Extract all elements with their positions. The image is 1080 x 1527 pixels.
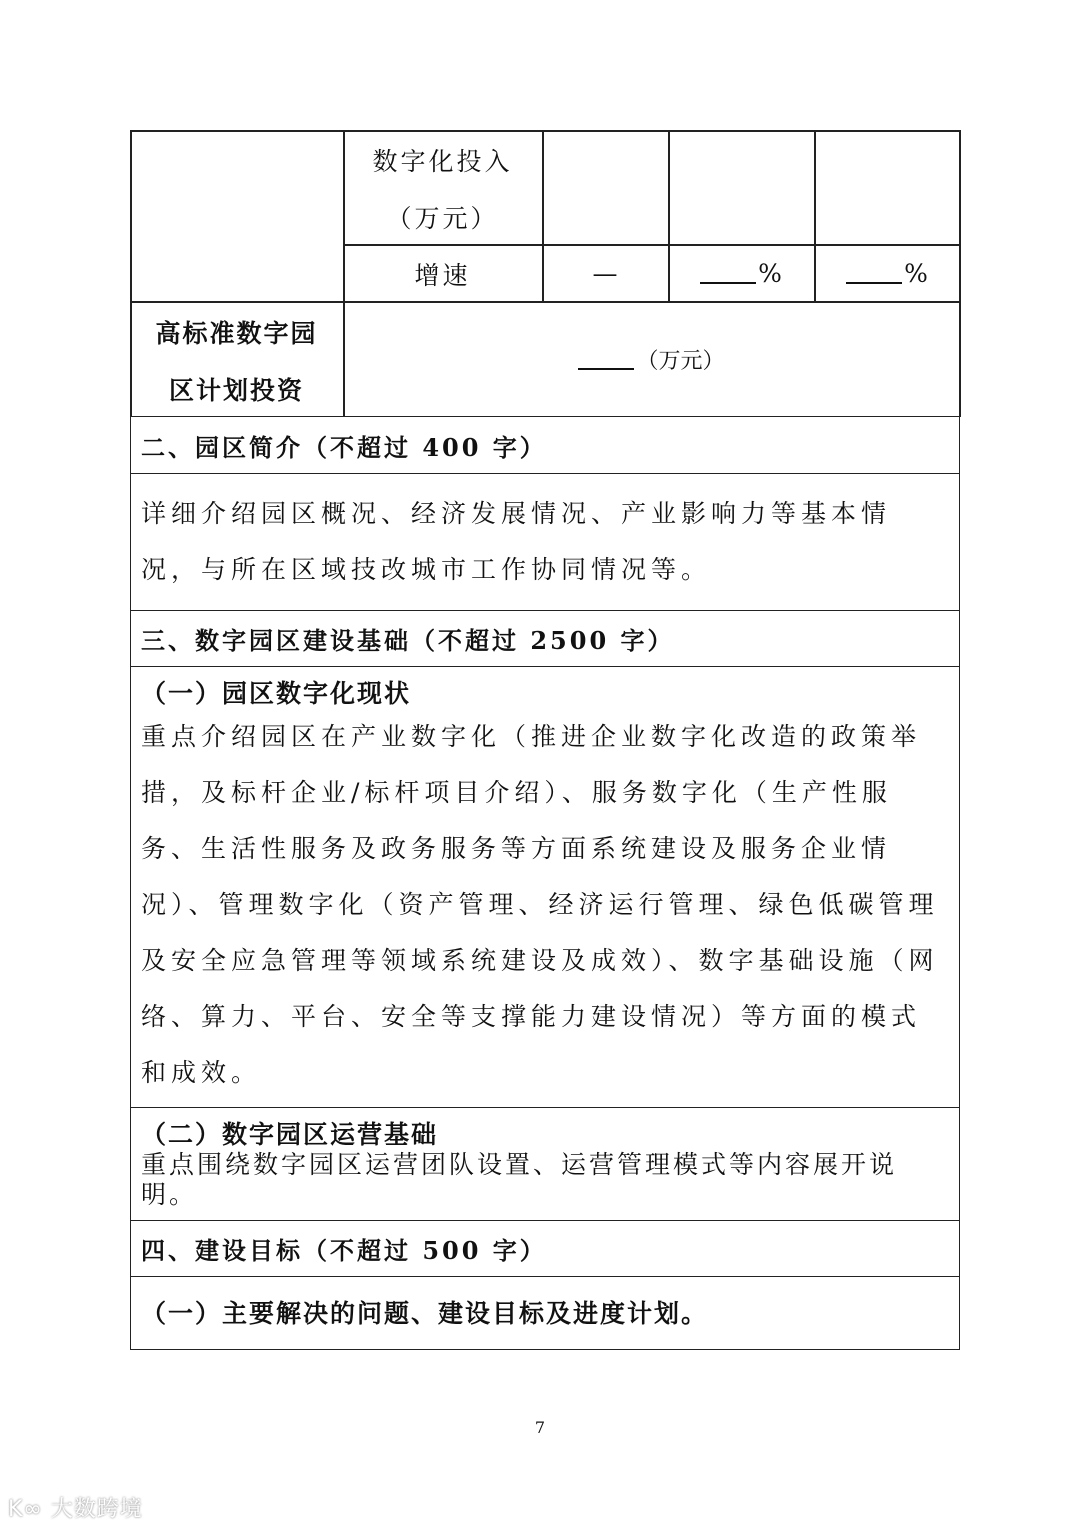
- growth-value-2[interactable]: [668, 245, 814, 302]
- investment-unit: （万元）: [386, 204, 499, 233]
- section-4-sub1-title: （一）主要解决的问题、建设目标及进度计划。: [141, 1299, 709, 1328]
- watermark-logo: [8, 1492, 143, 1523]
- section-3-sub2-body: 重点围绕数字园区运营团队设置、运营管理模式等内容展开说明。: [141, 1150, 898, 1209]
- plan-label-line2: 区计划投资: [168, 376, 304, 405]
- table-lower-sections: [130, 416, 960, 1350]
- section-2-body: 详细介绍园区概况、经济发展情况、产业影响力等基本情况，与所在区域技改城市工作协同情况等。: [141, 499, 892, 584]
- growth-label: 增速: [414, 260, 471, 290]
- watermark-icon: K∞: [8, 1497, 51, 1522]
- watermark-text: 大数跨境: [50, 1497, 143, 1522]
- table-border: [130, 130, 960, 132]
- section-3-title: 三、数字园区建设基础（不超过 2500 字）: [131, 610, 959, 666]
- percent-sign: %: [758, 259, 782, 288]
- section-3-sub2-row: [131, 1107, 959, 1220]
- section-4-title: 四、建设目标（不超过 500 字）: [131, 1220, 959, 1276]
- blank-field: [700, 264, 756, 284]
- section-3-sub1-row: [131, 666, 959, 1107]
- blank-field: [578, 350, 634, 370]
- growth-value-3[interactable]: [814, 245, 960, 302]
- blank-field: [846, 264, 902, 284]
- section-3-sub1-title: （一）园区数字化现状: [141, 679, 412, 708]
- percent-sign: %: [904, 259, 928, 288]
- section-3-sub1-body: 重点介绍园区在产业数字化（推进企业数字化改造的政策举措，及标杆企业/标杆项目介绍）、服务数字化（生产性服务、生活性服务及政务服务等方面系统建设及服务企业情况）、管理数字化（资产管理、经济运行管理、绿色低碳管理及安全应急管理等领域系统建设及成效）、数字基础设施（网络、算力、平台、安全等支撑能力建设情况）等方面的模式和成效。: [141, 722, 939, 1087]
- section-4-sub1-row: [131, 1276, 959, 1349]
- unit-label: （万元）: [636, 349, 725, 374]
- section-2-row: [131, 473, 959, 610]
- page-number: 7: [534, 1418, 546, 1437]
- growth-value-1: —: [592, 259, 618, 288]
- investment-label: 数字化投入: [372, 147, 513, 176]
- section-2-title: 二、园区简介（不超过 400 字）: [141, 432, 547, 462]
- plan-label-line1: 高标准数字园: [155, 319, 318, 348]
- plan-value[interactable]: [343, 302, 960, 417]
- section-3-sub2-title: （二）数字园区运营基础: [141, 1120, 439, 1149]
